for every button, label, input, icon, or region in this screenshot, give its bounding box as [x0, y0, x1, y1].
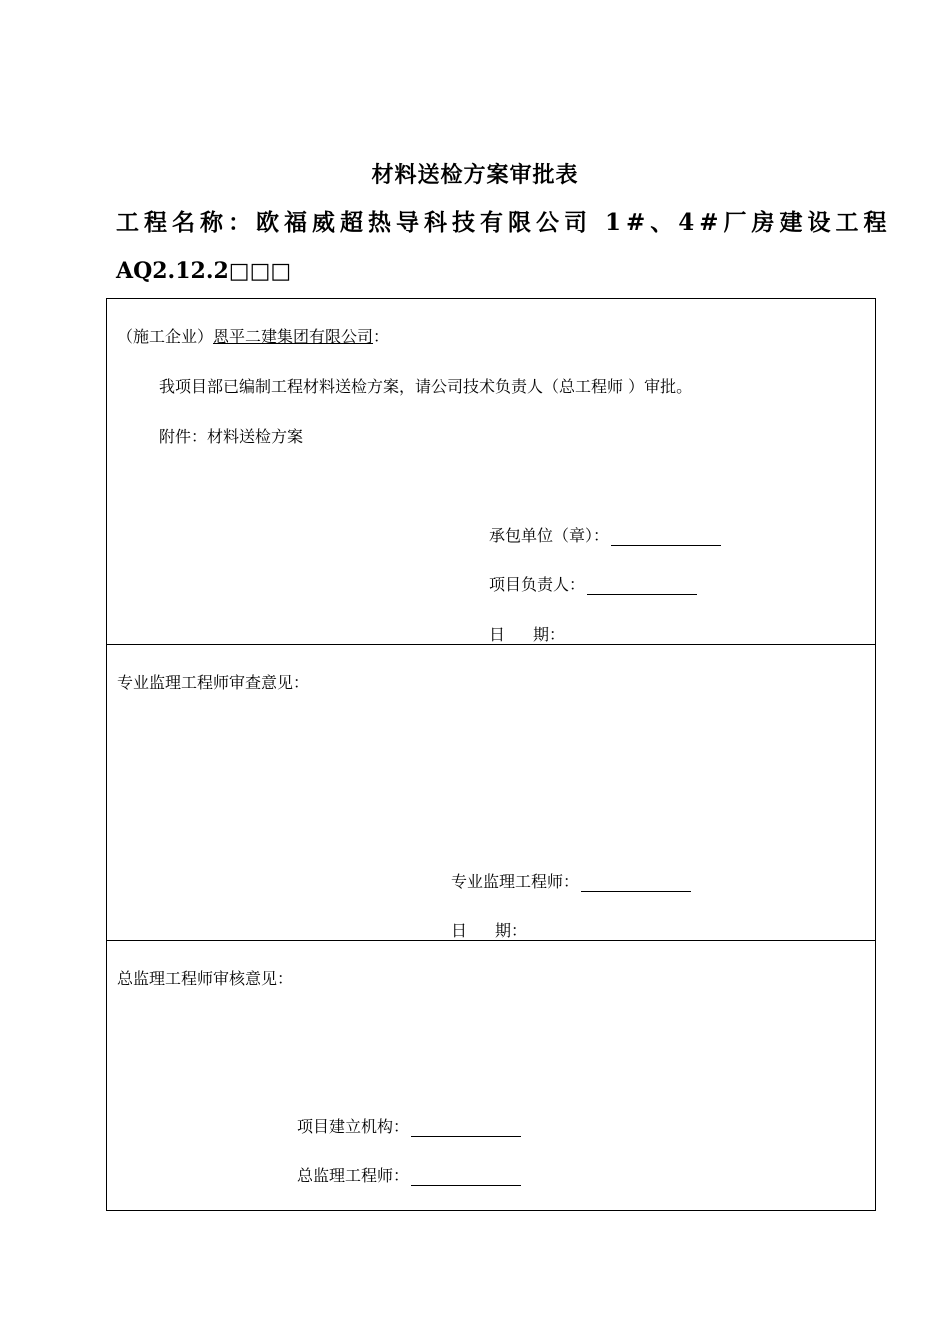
project-manager-row: [489, 572, 697, 595]
agency-label: 项目建立机构：: [297, 1117, 410, 1136]
date-label-char1: 日: [489, 625, 506, 644]
request-text: 我项目部已编制工程材料送检方案，请公司技术负责人（总工程师 ）审批。: [159, 377, 693, 396]
agency-row: [297, 1114, 521, 1137]
chief-supervisor-section: [107, 941, 875, 1210]
supervisor-heading: 专业监理工程师审查意见：: [117, 673, 310, 692]
contractor-section: [107, 299, 875, 645]
engineer-row: [451, 869, 691, 892]
contractor-label: 承包单位（章）：: [489, 526, 610, 545]
date-line[interactable]: [529, 924, 639, 941]
form-code: AQ2.12.2□□□: [116, 258, 292, 284]
org-name: 恩平二建集团有限公司: [213, 327, 374, 346]
supervisor-section: [107, 645, 875, 941]
chief-signature-line[interactable]: [411, 1169, 521, 1186]
org-prefix: （施工企业）: [117, 327, 214, 346]
project-name-line: 工程名称：欧福威超热导科技有限公司 1#、4#厂房建设工程: [116, 209, 892, 236]
attachment-text: 附件：材料送检方案: [159, 427, 304, 446]
org-suffix: ：: [373, 327, 390, 346]
chief-engineer-row: [297, 1163, 521, 1186]
date-row: [451, 918, 639, 941]
date-label-char2: 期：: [533, 625, 566, 644]
engineer-label: 专业监理工程师：: [451, 872, 580, 891]
manager-label: 项目负责人：: [489, 575, 586, 594]
date-label-char1: 日: [451, 921, 468, 940]
contractor-seal-row: [489, 523, 721, 546]
chief-label: 总监理工程师：: [297, 1166, 410, 1185]
approval-table: [106, 298, 876, 1211]
date-line[interactable]: [567, 628, 677, 645]
manager-signature-line[interactable]: [587, 578, 697, 595]
agency-signature-line[interactable]: [411, 1120, 521, 1137]
document-title: 材料送检方案审批表: [371, 162, 579, 188]
date-label-char2: 期：: [495, 921, 528, 940]
organization-line: [117, 324, 389, 347]
date-row: [489, 622, 677, 645]
engineer-signature-line[interactable]: [581, 875, 691, 892]
contractor-signature-line[interactable]: [611, 529, 721, 546]
chief-heading: 总监理工程师审核意见：: [117, 969, 294, 988]
